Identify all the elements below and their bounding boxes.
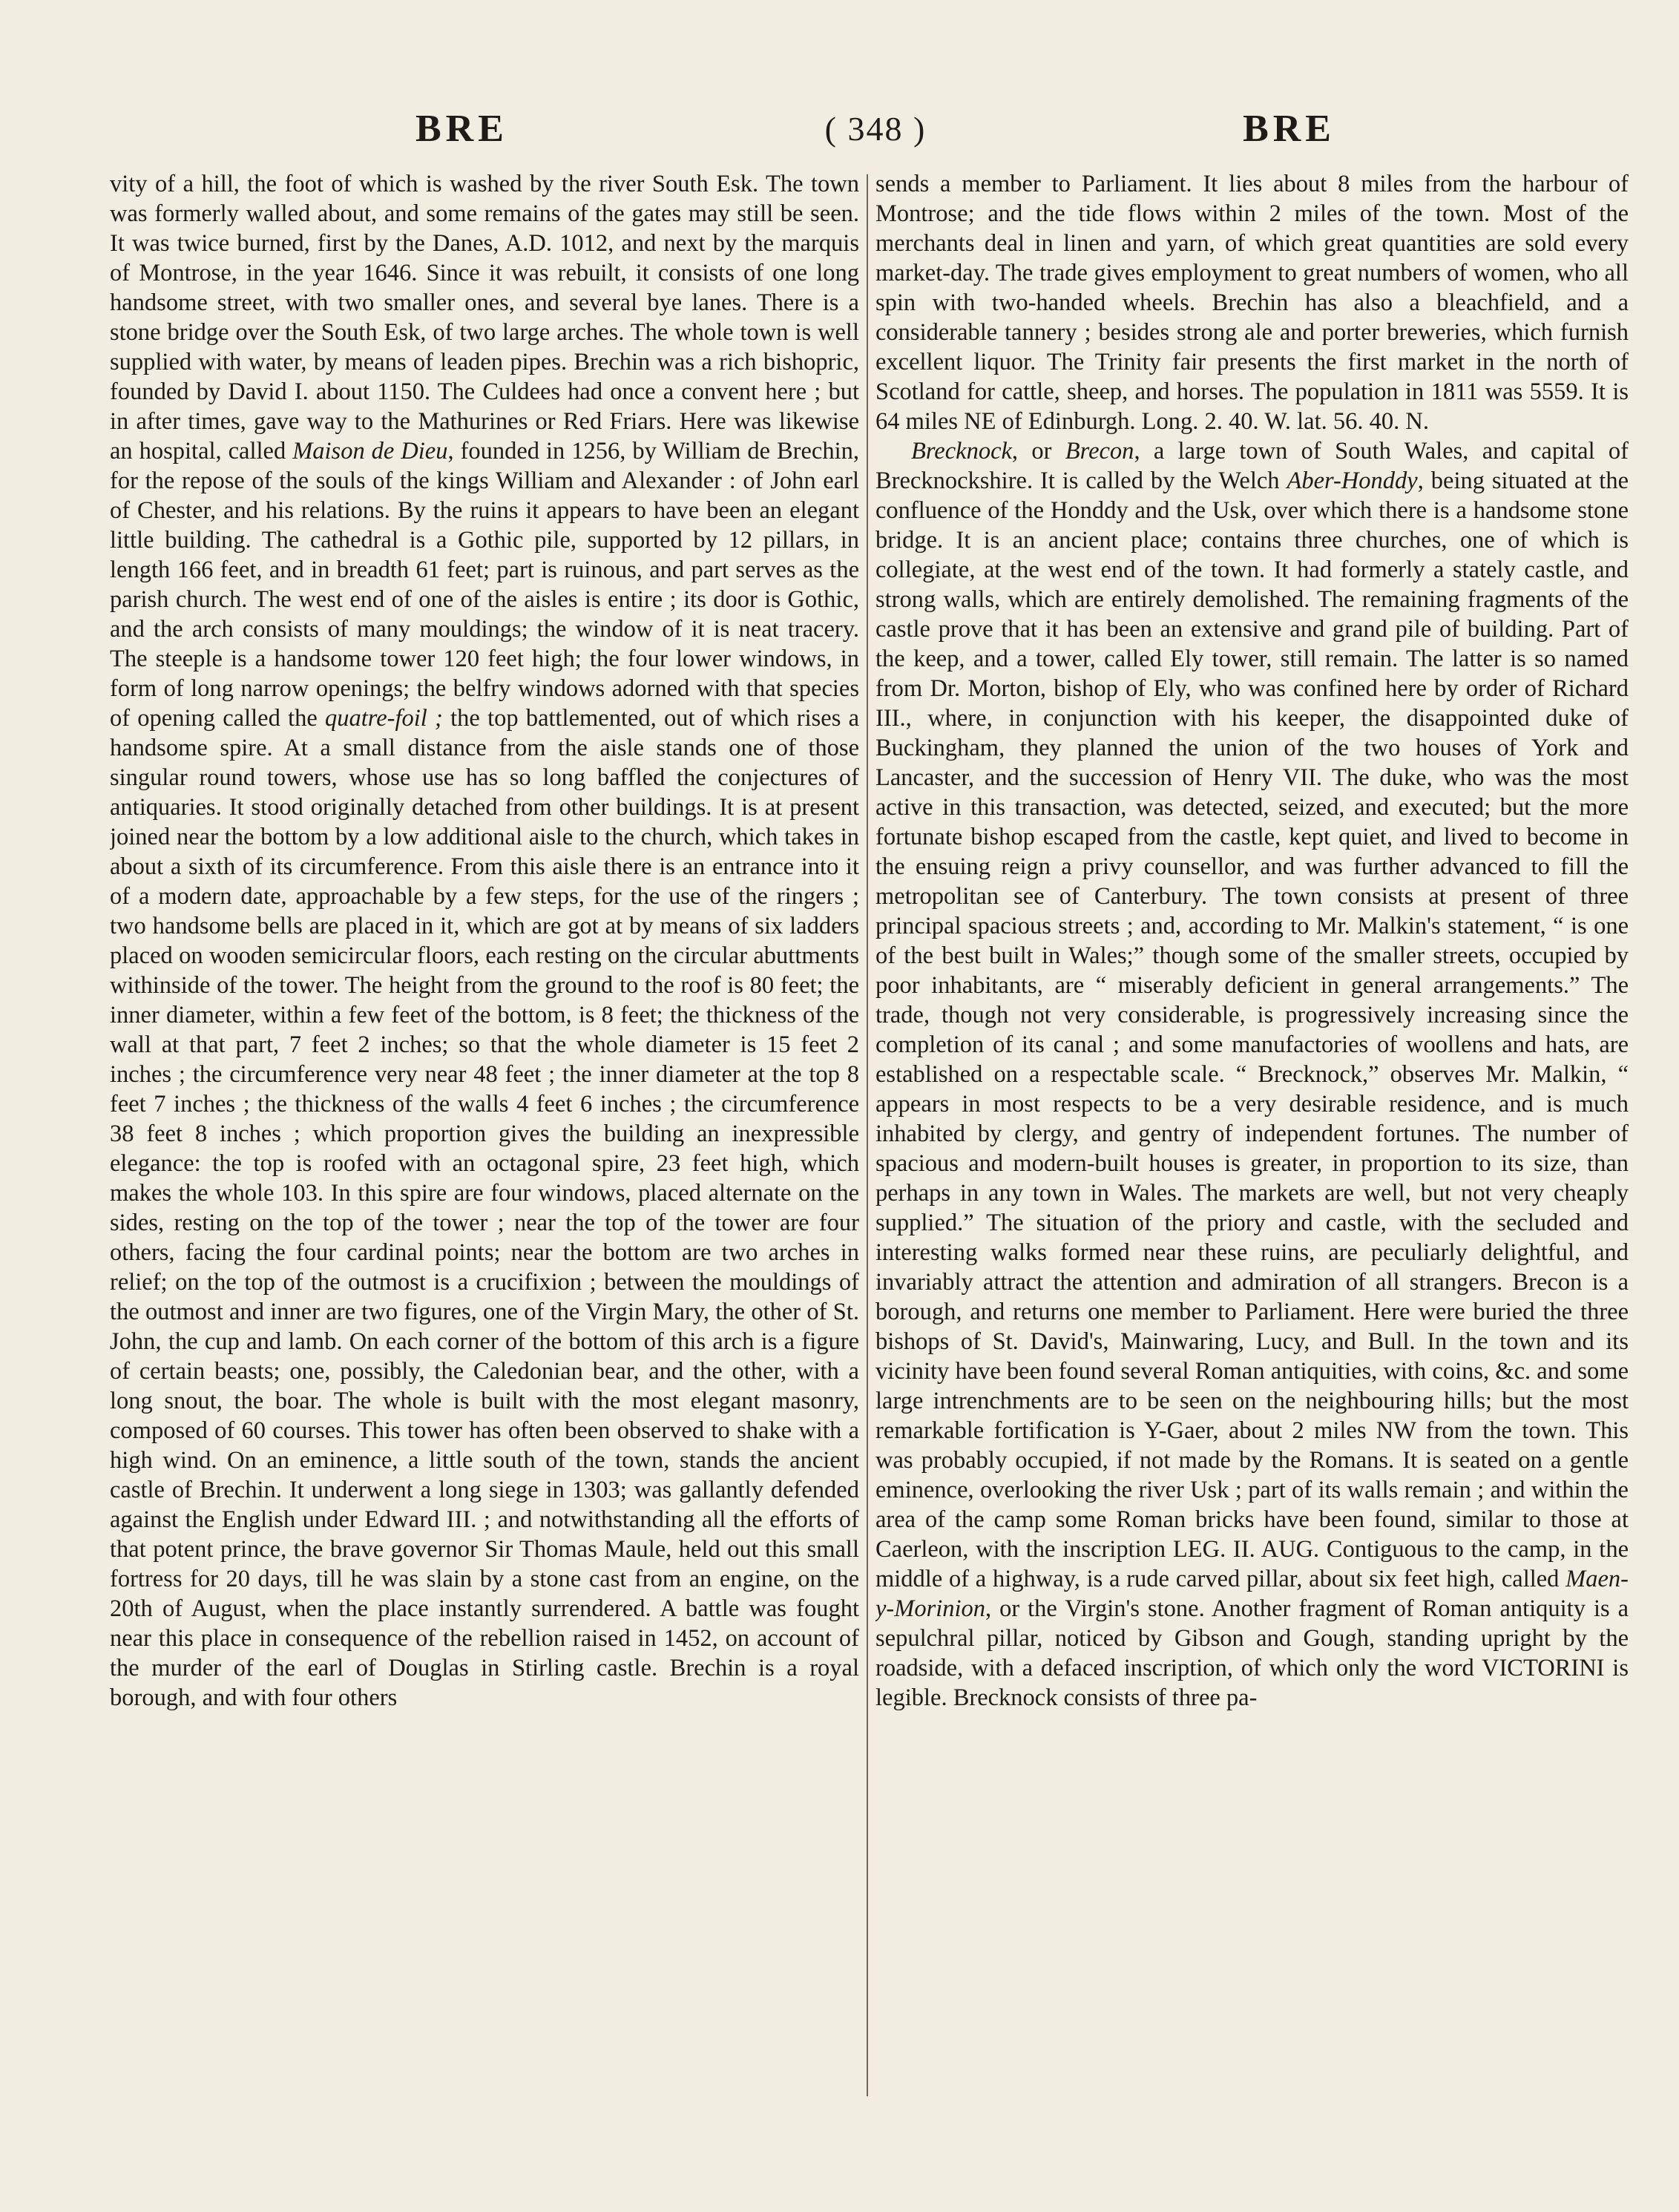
right-paragraph-2 <box>875 436 1629 1713</box>
italic-run: Brecon <box>1065 438 1134 465</box>
right-paragraph-1: sends a member to Parliament. It lies about 8 miles from the harbour of Montrose; and the tide flows within 2 miles of the town. Most of the merchants deal in linen and yarn, of which great quantities are sold every market-day. The trade gives employment to great numbers of women, who all spin with two-handed wheels. Brechin has also a bleachfield, and a considerable tannery ; besides strong ale and porter breweries, which furnish excellent liquor. The Trinity fair presents the first market in the north of Scotland for cattle, sheep, and horses. The population in 1811 was 5559. It is 64 miles NE of Edinburgh. Long. 2. 40. W. lat. 56. 40. N. <box>875 171 1629 435</box>
text-run: , being situated at the confluence of the Honddy and the Usk, over which there is a handsome stone bridge. It is an ancient place; contains three churches, one of which is collegiate, at the west end of the town. It had formerly a stately castle, and strong walls, which are entirely demolished. The remaining fragments of the castle prove that it has been an extensive and grand pile of building. Part of the keep, and a tower, called Ely tower, still remain. The latter is so named from Dr. Morton, bishop of Ely, who was confined here by order of Richard III., where, in conjunction with his keeper, the disappointed duke of Buckingham, they planned the union of the two houses of York and Lancaster, and the succession of Henry VII. The duke, who was the most active in this transaction, was detected, seized, and executed; but the more fortunate bishop escaped from the castle, kept quiet, and lived to become in the ensuing reign a privy counsellor, and was further advanced to fill the metropolitan see of Canterbury. The town consists at present of three principal spacious streets ; and, according to Mr. Malkin's statement, “ is one of the best built in Wales;” though some of the smaller streets, occupied by poor inhabitants, are “ miserably deficient in general arrangements.” The trade, though not very considerable, is progressively increasing since the completion of its canal ; and some manufactories of woollens and hats, are established on a respectable scale. “ Brecknock,” observes Mr. Malkin, “ appears in most respects to be a very desirable residence, and is much inhabited by clergy, and gentry of independent fortunes. The number of spacious and modern-built houses is greater, in proportion to its size, than perhaps in any town in Wales. The markets are well, but not very cheaply supplied.” The situation of the priory and castle, with the secluded and interesting walks formed near these ruins, are peculiarly delightful, and invariably attract the attention and admiration of all strangers. Brecon is a borough, and returns one member to Parliament. Here were buried the three bishops of St. David's, Mainwaring, Lucy, and Bull. In the town and its vicinity have been found several Roman antiquities, with coins, &c. and some large intrenchments are to be seen on the neighbouring hills; but the most remarkable fortification is Y-Gaer, about 2 miles NW from the town. This was probably occupied, if not made by the Romans. It is seated on a gentle eminence, overlooking the river Usk ; part of its walls remain ; and within the area of the camp some Roman bricks have been found, similar to those at Caerleon, with the inscription LEG. II. AUG. Contiguous to the camp, in the middle of a highway, is a rude carved pillar, about six feet high, called <box>875 467 1629 1592</box>
italic-run: Maen-y-Morinion <box>875 1566 1629 1622</box>
header-right-word: BRE <box>1243 107 1335 150</box>
italic-run: Maison de Dieu <box>292 438 448 465</box>
text-run: , founded in 1256, by William de Brechin, for the repose of the souls of the kings William and Alexander : of John earl of Chester, and his relations. By the ruins it appears to have been an elegant little building. The cathedral is a Gothic pile, supported by 12 pillars, in length 166 feet, and in breadth 61 feet; part is ruinous, and part serves as the parish church. The west end of one of the aisles is entire ; its door is Gothic, and the arch consists of many mouldings; the window of it is neat tracery. The steeple is a handsome tower 120 feet high; the four lower windows, in form of long narrow openings; the belfry windows adorned with that species of opening called the <box>110 438 859 732</box>
right-column <box>875 169 1629 2173</box>
italic-run: Aber-Honddy <box>1287 467 1418 494</box>
page-number: ( 348 ) <box>824 109 927 148</box>
text-run: the top battlemented, out of which rises a handsome spire. At a small distance from the aisle stands one of those singular round towers, whose use has so long baffled the conjectures of antiquaries. It stood originally detached from other buildings. It is at present joined near the bottom by a low additional aisle to the church, which takes in about a sixth of its circumference. From this aisle there is an entrance into it of a modern date, approachable by a few steps, for the use of the ringers ; two handsome bells are placed in it, which are got at by means of six ladders placed on wooden semicircular floors, each resting on the circular abuttments withinside of the tower. The height from the ground to the roof is 80 feet; the inner diameter, within a few feet of the bottom, is 8 feet; the thickness of the wall at that part, 7 feet 2 inches; so that the whole diameter is 15 feet 2 inches ; the circumference very near 48 feet ; the inner diameter at the top 8 feet 7 inches ; the thickness of the walls 4 feet 6 inches ; the circumference 38 feet 8 inches ; which proportion gives the building an inexpressible elegance: the top is roofed with an octagonal spire, 23 feet high, which makes the whole 103. In this spire are four windows, placed alternate on the sides, resting on the top of the tower ; near the top of the tower are four others, facing the four cardinal points; near the bottom are two arches in relief; on the top of the outmost is a crucifixion ; between the mouldings of the outmost and inner are two figures, one of the Virgin Mary, the other of St. John, the cup and lamb. On each corner of the bottom of this arch is a figure of certain beasts; one, possibly, the Caledonian bear, and the other, with a long snout, the boar. The whole is built with the most elegant masonry, composed of 60 courses. This tower has often been observed to shake with a high wind. On an eminence, a little south of the town, stands the ancient castle of Brechin. It underwent a long siege in 1303; was gallantly defended against the English under Edward III. ; and notwithstanding all the efforts of that potent prince, the brave governor Sir Thomas Maule, held out this small fortress for 20 days, till he was slain by a stone cast from an engine, on the 20th of August, when the place instantly surrendered. A battle was fought near this place in consequence of the rebellion raised in 1452, on account of the murder of the earl of Douglas in Stirling castle. Brechin is a royal borough, and with four others <box>110 705 859 1711</box>
italic-run: Brecknock <box>911 438 1012 465</box>
text-run: , or <box>1011 438 1065 465</box>
header-left-word: BRE <box>415 107 508 150</box>
italic-run: quatre-foil ; <box>325 705 443 732</box>
left-column <box>110 169 859 2173</box>
text-run: vity of a hill, the foot of which is washed by the river South Esk. The town was formerly walled about, and some remains of the gates may still be seen. It was twice burned, first by the Danes, A.D. 1012, and next by the marquis of Montrose, in the year 1646. Since it was rebuilt, it consists of one long handsome street, with two smaller ones, and several bye lanes. There is a stone bridge over the South Esk, of two large arches. The whole town is well supplied with water, by means of leaden pipes. Brechin was a rich bishopric, founded by David I. about 1150. The Culdees had once a convent here ; but in after times, gave way to the Mathurines or Red Friars. Here was likewise an hospital, called <box>110 171 859 465</box>
column-divider <box>867 174 868 2096</box>
running-header <box>415 102 1335 154</box>
text-run: , or the Virgin's stone. Another fragment of Roman antiquity is a sepulchral pillar, noticed by Gibson and Gough, standing upright by the roadside, with a defaced inscription, of which only the word VICTORINI is legible. Brecknock consists of three pa- <box>875 1595 1629 1711</box>
text-run: , a large town of South Wales, and capital of Brecknockshire. It is called by the Welch <box>875 438 1629 494</box>
left-paragraph <box>110 169 859 1713</box>
